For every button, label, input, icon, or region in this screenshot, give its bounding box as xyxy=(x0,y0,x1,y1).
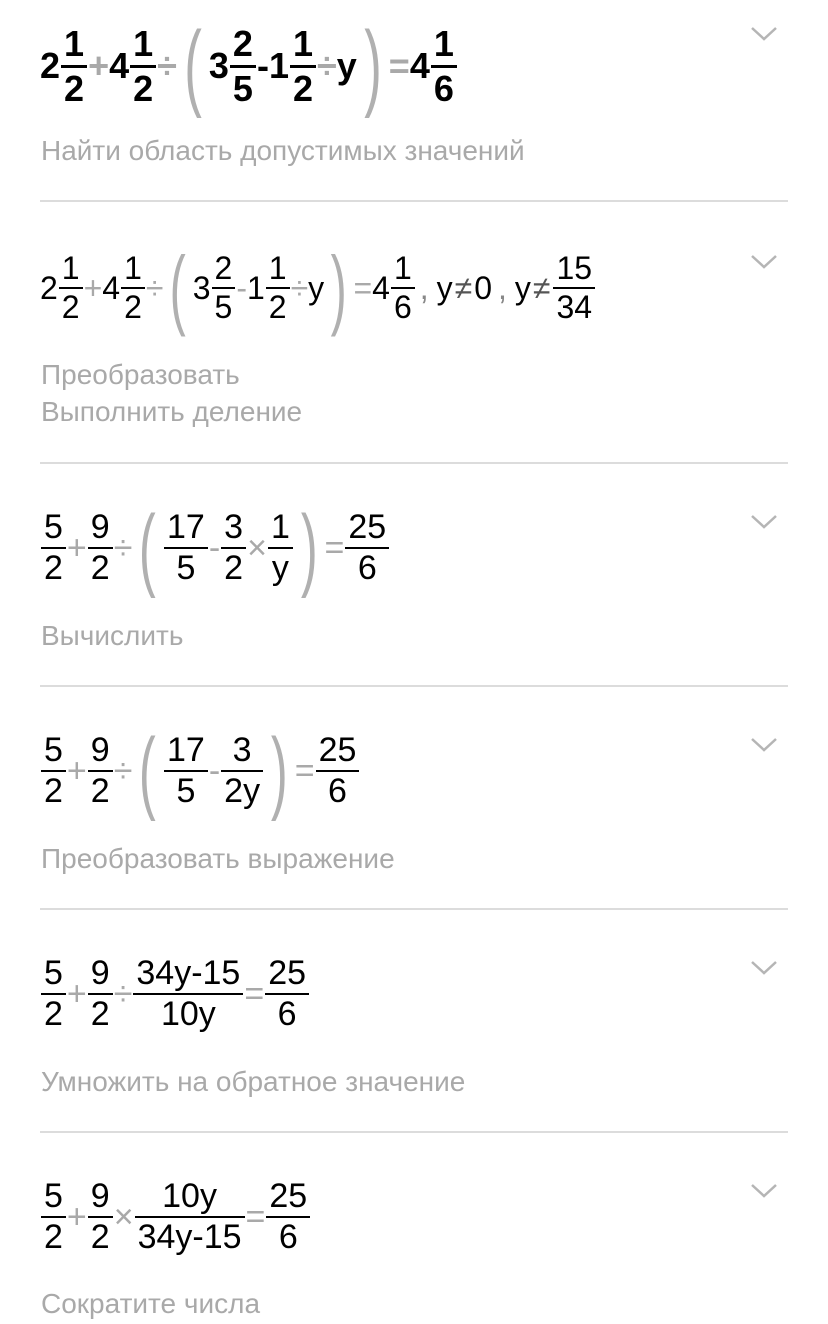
divide-operator: ÷ xyxy=(157,45,177,86)
fraction: $\frac{1}{2}$ xyxy=(130,23,156,110)
integer: 4 xyxy=(102,269,121,306)
minus-operator: - xyxy=(256,45,269,86)
fraction: $\frac{17}{5}$ xyxy=(164,508,208,588)
step-4-expression xyxy=(40,719,360,822)
fraction: $\frac{15}{34}$ xyxy=(553,250,595,326)
plus-operator: + xyxy=(83,269,103,306)
solution-step-4[interactable] xyxy=(0,687,828,909)
step-3-expression xyxy=(40,496,390,599)
fraction: $\frac{5}{2}$ xyxy=(41,508,66,588)
multiply-operator: × xyxy=(113,1197,134,1236)
plus-operator: + xyxy=(66,1197,87,1236)
fraction: $\frac{5}{2}$ xyxy=(41,1177,66,1257)
plus-operator: + xyxy=(66,528,87,567)
chevron-down-icon[interactable] xyxy=(748,24,780,44)
fraction: $\frac{9}{2}$ xyxy=(88,731,113,811)
step-2-expression xyxy=(40,240,596,336)
step-2-label: Преобразовать xyxy=(41,359,240,390)
equals-operator: = xyxy=(245,1197,266,1236)
integer: 2 xyxy=(40,45,61,86)
step-6-label: Сократите числа xyxy=(41,1288,261,1319)
left-paren: ( xyxy=(139,496,157,599)
left-paren: ( xyxy=(184,12,202,119)
chevron-down-icon[interactable] xyxy=(748,252,780,272)
not-equal-operator: ≠ xyxy=(532,269,551,306)
fraction: $\frac{2}{5}$ xyxy=(230,23,256,110)
variable: y xyxy=(514,269,531,306)
step-5-label: Умножить на обратное значение xyxy=(41,1066,466,1097)
solution-step-2[interactable] xyxy=(0,202,828,464)
fraction: $\frac{9}{2}$ xyxy=(88,1177,113,1257)
not-equal-operator: ≠ xyxy=(454,269,473,306)
divide-operator: ÷ xyxy=(290,269,309,306)
fraction: $\frac{25}{6}$ xyxy=(345,508,389,588)
variable: y xyxy=(308,269,325,306)
step-2-label: Выполнить деление xyxy=(41,396,303,427)
fraction: $\frac{25}{6}$ xyxy=(266,1177,310,1257)
chevron-down-icon[interactable] xyxy=(748,1181,780,1201)
chevron-down-icon[interactable] xyxy=(748,735,780,755)
right-paren: ) xyxy=(300,496,318,599)
fraction: $\frac{17}{5}$ xyxy=(164,731,208,811)
comma: , xyxy=(498,269,507,306)
comma: , xyxy=(419,269,429,306)
fraction: $\frac{3}{2}$ xyxy=(221,508,246,588)
fraction: $\frac{25}{6}$ xyxy=(316,731,360,811)
chevron-down-icon[interactable] xyxy=(748,958,780,978)
equals-operator: = xyxy=(294,751,315,790)
integer: 3 xyxy=(192,269,211,306)
step-1-expression xyxy=(40,12,458,119)
fraction: $\frac{25}{6}$ xyxy=(265,954,309,1034)
right-paren: ) xyxy=(270,719,288,822)
left-paren: ( xyxy=(170,238,187,337)
variable: y xyxy=(336,45,357,86)
left-paren: ( xyxy=(139,719,157,822)
fraction: $\frac{1}{2}$ xyxy=(290,23,316,110)
integer: 4 xyxy=(409,45,430,86)
fraction: $\frac{3}{2y}$ xyxy=(221,731,263,811)
right-paren: ) xyxy=(364,12,382,119)
multiply-operator: × xyxy=(247,528,267,567)
fraction: $\frac{5}{2}$ xyxy=(41,954,66,1034)
solution-step-6[interactable] xyxy=(0,1133,828,1324)
divide-operator: ÷ xyxy=(145,269,164,306)
fraction: $\frac{2}{5}$ xyxy=(212,250,236,326)
divide-operator: ÷ xyxy=(113,751,133,790)
fraction: $\frac{5}{2}$ xyxy=(41,731,66,811)
divide-operator: ÷ xyxy=(113,528,133,567)
plus-operator: + xyxy=(88,45,110,86)
minus-operator: - xyxy=(236,269,247,306)
step-4-label: Преобразовать выражение xyxy=(41,843,395,874)
solution-step-1[interactable] xyxy=(0,0,828,202)
step-6-expression xyxy=(40,1169,311,1265)
right-paren: ) xyxy=(330,238,347,337)
integer: 3 xyxy=(208,45,229,86)
variable: y xyxy=(436,269,453,306)
chevron-down-icon[interactable] xyxy=(748,512,780,532)
divide-operator: ÷ xyxy=(113,974,133,1013)
divide-operator: ÷ xyxy=(317,45,337,86)
integer: 1 xyxy=(268,45,289,86)
equals-operator: = xyxy=(353,269,373,306)
fraction: $\frac{1}{y}$ xyxy=(268,508,293,588)
fraction: $\frac{1}{2}$ xyxy=(59,250,83,326)
fraction: $\frac{9}{2}$ xyxy=(88,508,113,588)
fraction: $\frac{1}{2}$ xyxy=(266,250,290,326)
equals-operator: = xyxy=(388,45,410,86)
fraction: $\frac{1}{6}$ xyxy=(391,250,415,326)
fraction: $\frac{9}{2}$ xyxy=(88,954,113,1034)
fraction: $\frac{1}{2}$ xyxy=(61,23,87,110)
integer: 4 xyxy=(109,45,130,86)
minus-operator: - xyxy=(208,528,221,567)
equals-operator: = xyxy=(324,528,345,567)
minus-operator: - xyxy=(208,751,221,790)
integer: 4 xyxy=(372,269,390,306)
solution-step-5[interactable] xyxy=(0,910,828,1132)
plus-operator: + xyxy=(66,751,87,790)
plus-operator: + xyxy=(66,974,87,1013)
step-3-label: Вычислить xyxy=(41,620,184,651)
integer: 2 xyxy=(40,269,58,306)
fraction: $\frac{34y-15}{10y}$ xyxy=(133,954,243,1034)
solution-step-3[interactable] xyxy=(0,464,828,686)
step-5-expression xyxy=(40,946,310,1042)
equals-operator: = xyxy=(244,974,265,1013)
integer: 0 xyxy=(474,269,492,306)
fraction: $\frac{1}{6}$ xyxy=(431,23,457,110)
fraction: $\frac{10y}{34y-15}$ xyxy=(135,1177,245,1257)
step-1-label: Найти область допустимых значений xyxy=(41,135,525,166)
integer: 1 xyxy=(247,269,265,306)
fraction: $\frac{1}{2}$ xyxy=(121,250,145,326)
